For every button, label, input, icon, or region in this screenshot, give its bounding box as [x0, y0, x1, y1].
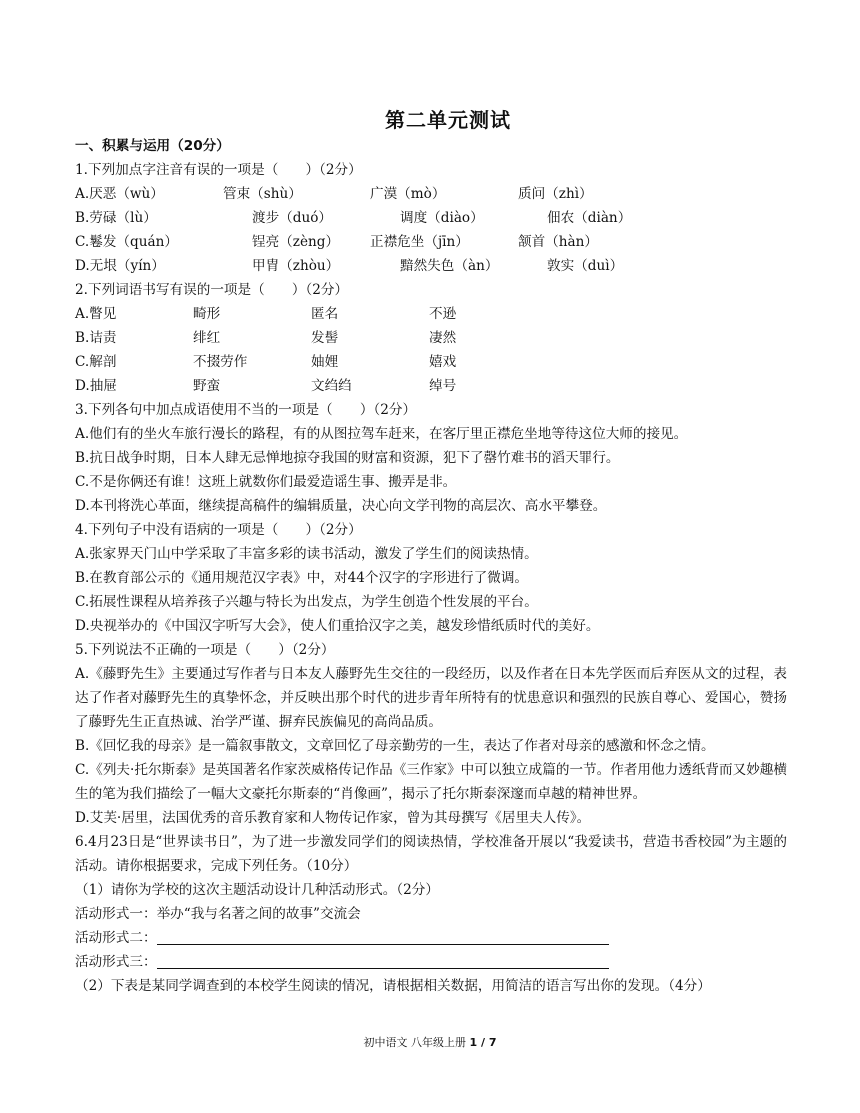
footer-text: 初中语文 八年级上册: [363, 1036, 470, 1049]
q1-c-3: 正襟危坐（jīn）: [370, 234, 469, 250]
q1-c-1: C.鬈发（quán）: [75, 234, 178, 250]
form-2-label: 活动形式二：: [75, 930, 157, 946]
q4-option-c: C.拓展性课程从培养孩子兴趣与特长为出发点，为学生创造个性发展的平台。: [75, 594, 538, 610]
q1-c-4: 颔首（hàn）: [518, 234, 598, 250]
q5-option-b: B.《回忆我的母亲》是一篇叙事散文，文章回忆了母亲勤劳的一生，表达了作者对母亲的感激和怀念之情。: [75, 738, 715, 754]
question-6-stem: 6.4月23日是“世界读书日”，为了进一步激发同学们的阅读热情，学校准备开展以“我爱读书，营造书香校园”为主题的活动。请你根据要求，完成下列任务。（10分）: [75, 834, 787, 874]
question-1-stem: 1.下列加点字注音有误的一项是（ ）（2分）: [75, 162, 362, 178]
q2-b-3: 发髻: [311, 330, 339, 346]
q2-b-4: 凄然: [429, 330, 457, 346]
q4-option-a: A.张家界天门山中学采取了丰富多彩的读书活动，激发了学生们的阅读热情。: [75, 546, 538, 562]
question-4-stem: 4.下列句子中没有语病的一项是（ ）（2分）: [75, 522, 362, 538]
page-footer: [0, 1034, 860, 1050]
q1-b-2: 渡步（duó）: [252, 210, 333, 226]
question-3-stem: 3.下列各句中加点成语使用不当的一项是（ ）（2分）: [75, 402, 417, 418]
q1-a-3: 广漠（mò）: [370, 186, 446, 202]
form-2-answer-blank[interactable]: [157, 929, 609, 945]
q5-option-a: A.《藤野先生》主要通过写作者与日本友人藤野先生交往的一段经历，以及作者在日本先学医而后弃医从文的过程，表达了作者对藤野先生的真挚怀念，并反映出那个时代的进步青年所特有的忧患意识和强烈的民族自尊心、爱国心，赞扬了藤野先生正直热诚、治学严谨、摒弃民族偏见的高尚品质。: [75, 666, 787, 730]
q6-subquestion-1: （1）请你为学校的这次主题活动设计几种活动形式。（2分）: [75, 882, 439, 898]
q1-b-4: 佃农（diàn）: [547, 210, 632, 226]
q1-d-1: D.无垠（yín）: [75, 258, 165, 274]
q2-c-4: 嬉戏: [429, 354, 457, 370]
form-1-value: 举办“我与名著之间的故事”交流会: [156, 906, 361, 922]
q2-b-2: 绯红: [193, 330, 221, 346]
q3-option-c: C.不是你俩还有谁！这班上就数你们最爱造谣生事、搬弄是非。: [75, 474, 457, 490]
q1-d-4: 敦实（duì）: [547, 258, 624, 274]
q1-a-1: A.厌恶（wù）: [75, 186, 164, 202]
form-3-label: 活动形式三：: [75, 954, 157, 970]
q3-option-b: B.抗日战争时期，日本人肆无忌惮地掠夺我国的财富和资源，犯下了罄竹难书的滔天罪行。: [75, 450, 620, 466]
section-heading: 一、积累与运用（20分）: [75, 138, 230, 154]
question-5-stem: 5.下列说法不正确的一项是（ ）（2分）: [75, 642, 335, 658]
q6-form-3: [75, 950, 780, 974]
q5-option-c: C.《列夫·托尔斯泰》是英国著名作家茨威格传记作品《三作家》中可以独立成篇的一节。作者用他力透纸背而又妙趣横生的笔为我们描绘了一幅大文豪托尔斯泰的“肖像画”，揭示了托尔斯泰深邃而卓越的精神世界。: [75, 762, 787, 802]
q4-option-d: D.央视举办的《中国汉字听写大会》，使人们重拾汉字之美，越发珍惜纸质时代的美好。: [75, 618, 600, 634]
q2-d-4: 绰号: [429, 378, 457, 394]
question-2-stem: 2.下列词语书写有误的一项是（ ）（2分）: [75, 282, 349, 298]
q1-c-2: 锃亮（zèng）: [252, 234, 340, 250]
q2-a-1: A.瞥见: [75, 306, 117, 322]
q1-a-4: 质问（zhì）: [518, 186, 593, 202]
q2-b-1: B.诘责: [75, 330, 117, 346]
form-1-label: 活动形式一：: [75, 906, 157, 922]
q6-form-2: [75, 926, 780, 950]
page-title: 第二单元测试: [385, 108, 511, 132]
q6-subquestion-2: （2）下表是某同学调查到的本校学生阅读的情况，请根据相关数据，用简洁的语言写出你的发现。（4分）: [75, 978, 711, 994]
q1-a-2: 管束（shù）: [223, 186, 302, 202]
q2-c-1: C.解剖: [75, 354, 117, 370]
q2-d-2: 野蛮: [193, 378, 221, 394]
q1-b-3: 调度（diào）: [400, 210, 484, 226]
q5-option-d: D.艾芙·居里，法国优秀的音乐教育家和人物传记作家，曾为其母撰写《居里夫人传》。: [75, 810, 591, 826]
q4-option-b: B.在教育部公示的《通用规范汉字表》中，对44个汉字的字形进行了微调。: [75, 570, 529, 586]
q2-a-4: 不逊: [429, 306, 457, 322]
form-3-answer-blank[interactable]: [157, 953, 609, 969]
q3-option-a: A.他们有的坐火车旅行漫长的路程，有的从图拉驾车赶来，在客厅里正襟危坐地等待这位大师的接见。: [75, 426, 688, 442]
q1-d-2: 甲胄（zhòu）: [252, 258, 340, 274]
q2-c-3: 妯娌: [311, 354, 339, 370]
q2-a-2: 畸形: [193, 306, 221, 322]
q1-d-3: 黯然失色（àn）: [400, 258, 499, 274]
q2-a-3: 匿名: [311, 306, 339, 322]
q3-option-d: D.本刊将洗心革面，继续提高稿件的编辑质量，决心向文学刊物的高层次、高水平攀登。: [75, 498, 607, 514]
q1-b-1: B.劳碌（lù）: [75, 210, 157, 226]
page-number: 1 / 7: [469, 1036, 497, 1049]
q2-c-2: 不掇劳作: [193, 354, 248, 370]
q2-d-3: 文绉绉: [311, 378, 352, 394]
q2-d-1: D.抽屉: [75, 378, 117, 394]
q6-form-1: [75, 902, 780, 926]
